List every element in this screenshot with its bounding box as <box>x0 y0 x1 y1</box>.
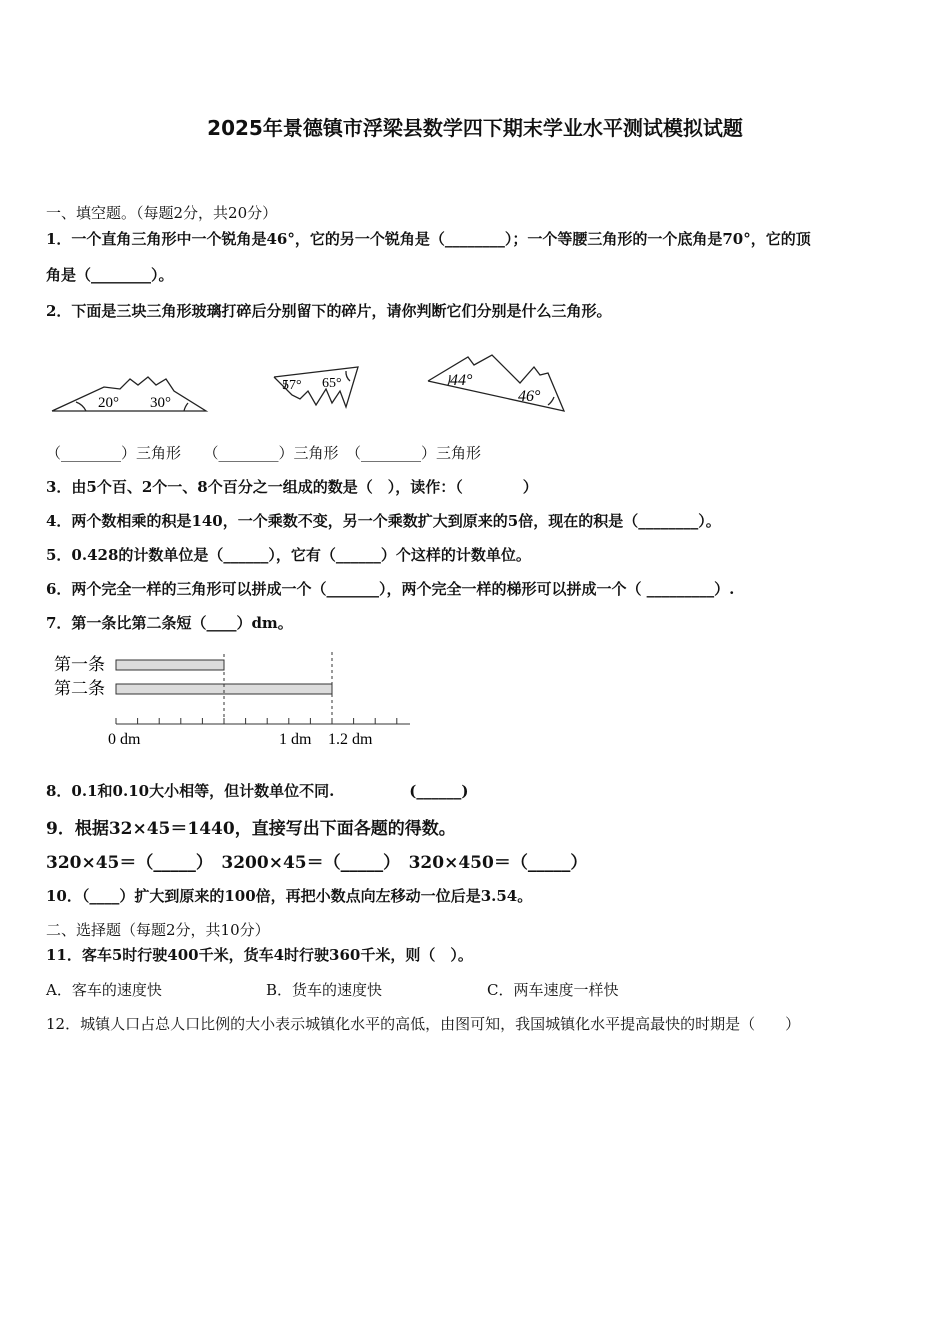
fragment-3 <box>428 355 564 411</box>
bar-length-chart <box>46 648 426 752</box>
question-1-line-1: 1．一个直角三角形中一个锐角是46°，它的另一个锐角是（________）；一个等腰三角形的一个底角是70°，它的顶 <box>46 230 811 248</box>
question-7: 7．第一条比第二条短（____）dm。 <box>46 614 293 632</box>
bar-1-label: 第一条 <box>54 655 105 674</box>
question-1-line-2: 角是（________）。 <box>46 266 174 284</box>
fragment-1 <box>52 377 206 411</box>
fragment-1-angle-a: 20° <box>98 395 119 411</box>
question-6: 6．两个完全一样的三角形可以拼成一个（_______），两个完全一样的梯形可以拼成一个（ _________）. <box>46 580 735 598</box>
question-9-items: 320×45＝（_____） 3200×45＝（_____） 320×450＝（_____） <box>46 853 588 873</box>
question-11-option-a: A．客车的速度快 <box>46 981 162 999</box>
question-11-option-c: C．两车速度一样快 <box>487 981 619 999</box>
fragment-3-angle-a: 44° <box>450 372 473 389</box>
axis-ticks <box>116 718 397 724</box>
axis-label-1-2: 1.2 dm <box>328 731 373 748</box>
question-3: 3．由5个百、2个一、8个百分之一组成的数是（ ），读作：（ ） <box>46 478 538 496</box>
question-11: 11．客车5时行驶400千米，货车4时行驶360千米，则（ ）。 <box>46 946 473 964</box>
section-2-heading: 二、选择题（每题2分，共10分） <box>46 921 270 939</box>
fragment-2-angle-a: 57° <box>282 378 302 393</box>
axis-label-0: 0 dm <box>108 731 141 748</box>
question-8: 8．0.1和0.10大小相等，但计数单位不同. (______) <box>46 782 469 800</box>
bar-2-label: 第二条 <box>54 679 105 698</box>
fragment-1-angle-b: 30° <box>150 395 171 411</box>
bar-1 <box>116 660 224 670</box>
question-5: 5．0.428的计数单位是（______），它有（______）个这样的计数单位。 <box>46 546 531 564</box>
question-4: 4．两个数相乘的积是140，一个乘数不变，另一个乘数扩大到原来的5倍，现在的积是（________）。 <box>46 512 721 530</box>
page-title: 2025年景德镇市浮梁县数学四下期末学业水平测试模拟试题 <box>207 116 743 140</box>
axis-label-1: 1 dm <box>279 731 312 748</box>
question-9: 9．根据32×45＝1440，直接写出下面各题的得数。 <box>46 819 456 839</box>
question-12: 12．城镇人口占总人口比例的大小表示城镇化水平的高低，由图可知，我国城镇化水平提高最快的时期是（ ） <box>46 1015 801 1033</box>
triangle-fragments-figure <box>46 345 586 425</box>
question-2: 2．下面是三块三角形玻璃打碎后分别留下的碎片，请你判断它们分别是什么三角形。 <box>46 302 612 320</box>
question-10: 10．（____）扩大到原来的100倍，再把小数点向左移动一位后是3.54。 <box>46 887 533 905</box>
fragment-2-angle-b: 65° <box>322 376 342 391</box>
question-2-answer-blanks: （________）三角形 （________）三角形 （________）三角形 <box>46 444 482 462</box>
question-11-option-b: B．货车的速度快 <box>266 981 383 999</box>
fragment-3-angle-b: 46° <box>518 388 541 405</box>
section-1-heading: 一、填空题。（每题2分，共20分） <box>46 204 278 222</box>
